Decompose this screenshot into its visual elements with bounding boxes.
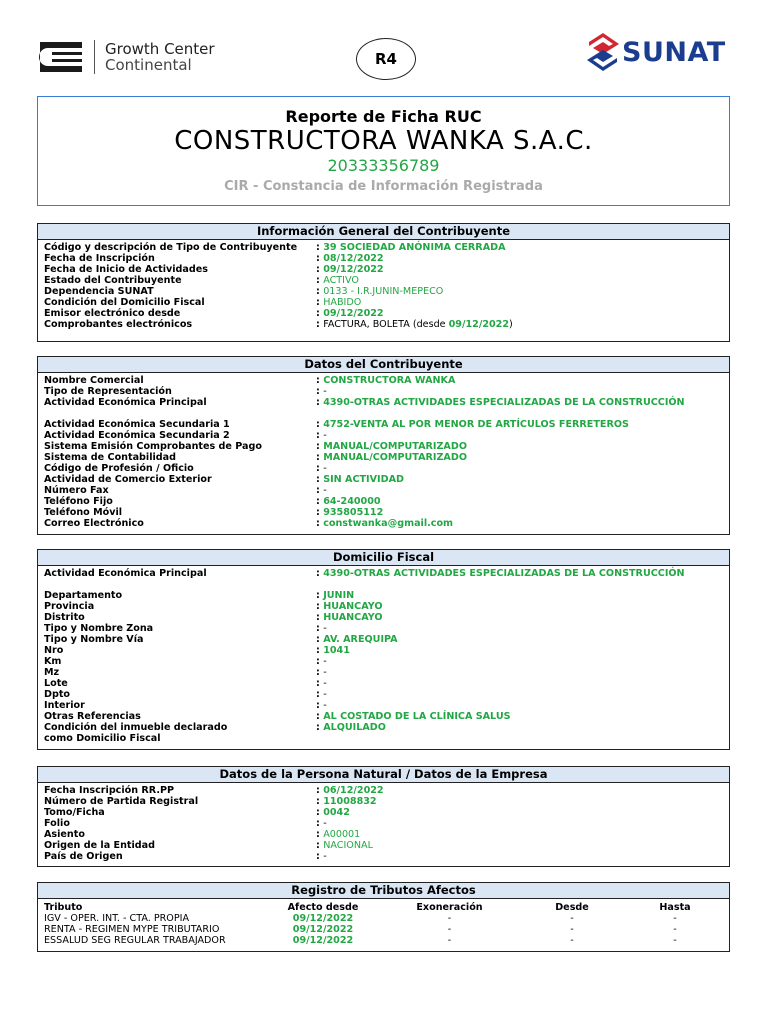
info-row: Mz : - [44,667,327,678]
info-row: Código de Profesión / Oficio : - [44,463,327,474]
info-row: Fecha Inscripción RR.PP : 06/12/2022 [44,785,384,796]
empresa-section [37,766,730,867]
logo-line1: Growth Center [105,39,215,58]
info-row: Provincia : HUANCAYO [44,601,383,612]
title-box [37,96,730,206]
info-row: Asiento : A00001 [44,829,361,840]
report-heading: Reporte de Ficha RUC [285,107,482,126]
info-row: Tipo y Nombre Vía : AV. AREQUIPA [44,634,398,645]
info-row: Departamento : JUNIN [44,590,355,601]
info-row: Actividad Económica Principal : 4390-OTRAS ACTIVIDADES ESPECIALIZADAS DE LA CONSTRUCCIÓN [44,397,685,408]
info-row: Interior : - [44,700,327,711]
info-row: Fecha de Inscripción : 08/12/2022 [44,253,384,264]
growth-center-logo [36,40,215,74]
table-header-row: Tributo Afecto desde Exoneración Desde Hasta [44,902,691,913]
info-row: Número Fax : - [44,485,327,496]
info-row: Condición del inmueble declarado como Domicilio Fiscal : ALQUILADO [44,722,386,744]
info-row: Actividad de Comercio Exterior : SIN ACTIVIDAD [44,474,404,485]
info-row: Sistema Emisión Comprobantes de Pago : MANUAL/COMPUTARIZADO [44,441,467,452]
info-row: Fecha de Inicio de Actividades : 09/12/2022 [44,264,384,275]
info-row: Comprobantes electrónicos : FACTURA, BOLETA (desde 09/12/2022) [44,319,513,330]
info-row: Tipo y Nombre Zona : - [44,623,327,634]
domicilio-section [37,549,730,750]
info-row: Folio : - [44,818,327,829]
table-row: RENTA - REGIMEN MYPE TRIBUTARIO 09/12/2022 - - - [44,924,677,935]
section-title: Domicilio Fiscal [38,550,729,566]
sunat-logo [586,32,726,72]
sunat-mark-icon [586,32,620,72]
info-row: Nombre Comercial : CONSTRUCTORA WANKA [44,375,456,386]
info-row: País de Origen : - [44,851,327,862]
logo-line2: Continental [105,56,192,74]
tributos-section [37,882,730,952]
info-row: Tomo/Ficha : 0042 [44,807,350,818]
info-row: Sistema de Contabilidad : MANUAL/COMPUTARIZADO [44,452,467,463]
section-title: Información General del Contribuyente [38,224,729,240]
info-row: Estado del Contribuyente : ACTIVO [44,275,359,286]
logo-divider [94,40,95,74]
info-row: Dpto : - [44,689,327,700]
info-row: Actividad Económica Secundaria 2 : - [44,430,327,441]
info-row: Correo Electrónico : constwanka@gmail.com [44,518,454,529]
info-row: Código y descripción de Tipo de Contribuyente : 39 SOCIEDAD ANÓNIMA CERRADA [44,242,506,253]
table-row: ESSALUD SEG REGULAR TRABAJADOR 09/12/2022 - - - [44,935,677,946]
info-row: Condición del Domicilio Fiscal : HABIDO [44,297,362,308]
r4-badge: R4 [356,38,416,80]
sunat-wordmark: SUNAT [622,36,726,68]
info-row: Lote : - [44,678,327,689]
info-row: Actividad Económica Secundaria 1 : 4752-VENTA AL POR MENOR DE ARTÍCULOS FERRETEROS [44,419,629,430]
info-row: Teléfono Fijo : 64-240000 [44,496,381,507]
info-row: Número de Partida Registral : 11008832 [44,796,377,807]
company-name: CONSTRUCTORA WANKA S.A.C. [174,126,593,156]
info-row: Emisor electrónico desde : 09/12/2022 [44,308,384,319]
cir-subtitle: CIR - Constancia de Información Registrada [224,179,543,194]
tributos-table [44,902,723,946]
info-row: Distrito : HUANCAYO [44,612,383,623]
info-row: Origen de la Entidad : NACIONAL [44,840,373,851]
table-row: IGV - OPER. INT. - CTA. PROPIA 09/12/2022 - - - [44,913,677,924]
ruc-number: 20333356789 [327,156,440,175]
info-row: Teléfono Móvil : 935805112 [44,507,384,518]
growth-center-mark-icon [36,40,86,74]
info-row: Tipo de Representación : - [44,386,327,397]
section-title: Datos de la Persona Natural / Datos de la Empresa [38,767,729,783]
info-row: Actividad Económica Principal : 4390-OTRAS ACTIVIDADES ESPECIALIZADAS DE LA CONSTRUCCIÓN [44,568,685,579]
contribuyente-section [37,356,730,535]
info-row: Otras Referencias : AL COSTADO DE LA CLÍNICA SALUS [44,711,511,722]
info-row: Km : - [44,656,327,667]
section-title: Datos del Contribuyente [38,357,729,373]
info-row: Nro : 1041 [44,645,350,656]
info-row: Dependencia SUNAT : 0133 - I.R.JUNIN-MEPECO [44,286,444,297]
general-info-section [37,223,730,342]
section-title: Registro de Tributos Afectos [38,883,729,899]
